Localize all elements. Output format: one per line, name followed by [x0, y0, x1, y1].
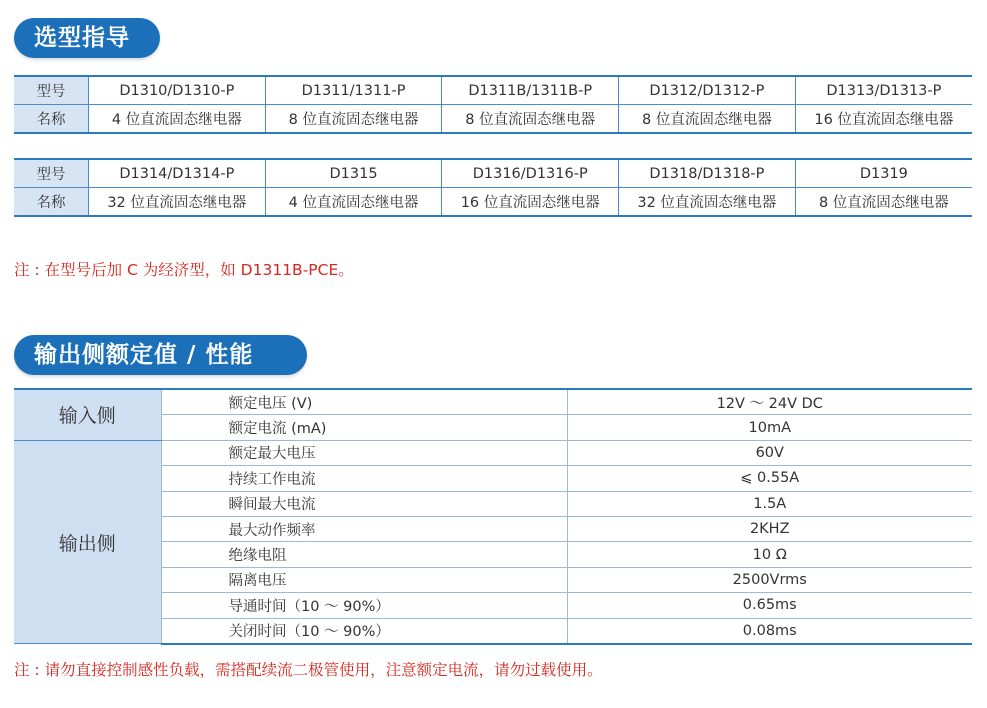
model-cell: D1312/D1312-P	[619, 76, 796, 105]
value-cell: 10 Ω	[567, 542, 972, 567]
value-cell: 0.08ms	[567, 618, 972, 644]
param-cell: 持续工作电流	[161, 466, 567, 491]
name-cell: 16 位直流固态继电器	[795, 105, 972, 134]
param-cell: 额定最大电压	[161, 440, 567, 465]
value-cell: 60V	[567, 440, 972, 465]
output-spec-table	[14, 388, 972, 645]
param-cell: 额定电压 (V)	[161, 389, 567, 415]
model-cell: D1313/D1313-P	[795, 76, 972, 105]
name-cell: 4 位直流固态继电器	[265, 188, 442, 217]
selection-table-2	[14, 158, 972, 217]
param-cell: 绝缘电阻	[161, 542, 567, 567]
output-side-label: 输出侧	[14, 440, 161, 644]
name-cell: 4 位直流固态继电器	[89, 105, 266, 134]
model-cell: D1314/D1314-P	[89, 159, 266, 188]
name-cell: 32 位直流固态继电器	[89, 188, 266, 217]
model-cell: D1311B/1311B-P	[442, 76, 619, 105]
selection-guide-heading: 选型指导	[14, 18, 160, 58]
model-cell: D1311/1311-P	[265, 76, 442, 105]
name-cell: 8 位直流固态继电器	[795, 188, 972, 217]
value-cell: 2KHZ	[567, 516, 972, 541]
value-cell: 12V ～ 24V DC	[567, 389, 972, 415]
row-label-name: 名称	[14, 105, 89, 134]
param-cell: 隔离电压	[161, 567, 567, 592]
row-label-model: 型号	[14, 76, 89, 105]
name-cell: 8 位直流固态继电器	[265, 105, 442, 134]
value-cell: 2500Vrms	[567, 567, 972, 592]
row-label-name: 名称	[14, 188, 89, 217]
value-cell: 1.5A	[567, 491, 972, 516]
value-cell: 0.65ms	[567, 593, 972, 618]
table-row	[14, 105, 972, 134]
model-cell: D1319	[795, 159, 972, 188]
table-row	[14, 188, 972, 217]
table-row	[14, 159, 972, 188]
param-cell: 瞬间最大电流	[161, 491, 567, 516]
name-cell: 32 位直流固态继电器	[619, 188, 796, 217]
table-row	[14, 76, 972, 105]
name-cell: 8 位直流固态继电器	[442, 105, 619, 134]
param-cell: 最大动作频率	[161, 516, 567, 541]
param-cell: 额定电流 (mA)	[161, 415, 567, 440]
selection-note: 注 : 在型号后加 C 为经济型，如 D1311B-PCE。	[14, 261, 354, 279]
model-cell: D1318/D1318-P	[619, 159, 796, 188]
value-cell: ⩽ 0.55A	[567, 466, 972, 491]
selection-table-1	[14, 75, 972, 134]
model-cell: D1316/D1316-P	[442, 159, 619, 188]
param-cell: 关闭时间（10 ～ 90%）	[161, 618, 567, 644]
table-row	[14, 440, 972, 465]
output-ratings-heading: 输出侧额定值 / 性能	[14, 335, 307, 375]
table-row	[14, 389, 972, 415]
model-cell: D1310/D1310-P	[89, 76, 266, 105]
param-cell: 导通时间（10 ～ 90%）	[161, 593, 567, 618]
value-cell: 10mA	[567, 415, 972, 440]
name-cell: 8 位直流固态继电器	[619, 105, 796, 134]
row-label-model: 型号	[14, 159, 89, 188]
name-cell: 16 位直流固态继电器	[442, 188, 619, 217]
input-side-label: 输入侧	[14, 389, 161, 440]
output-note: 注 : 请勿直接控制感性负载，需搭配续流二极管使用，注意额定电流，请勿过载使用。	[14, 661, 603, 679]
model-cell: D1315	[265, 159, 442, 188]
